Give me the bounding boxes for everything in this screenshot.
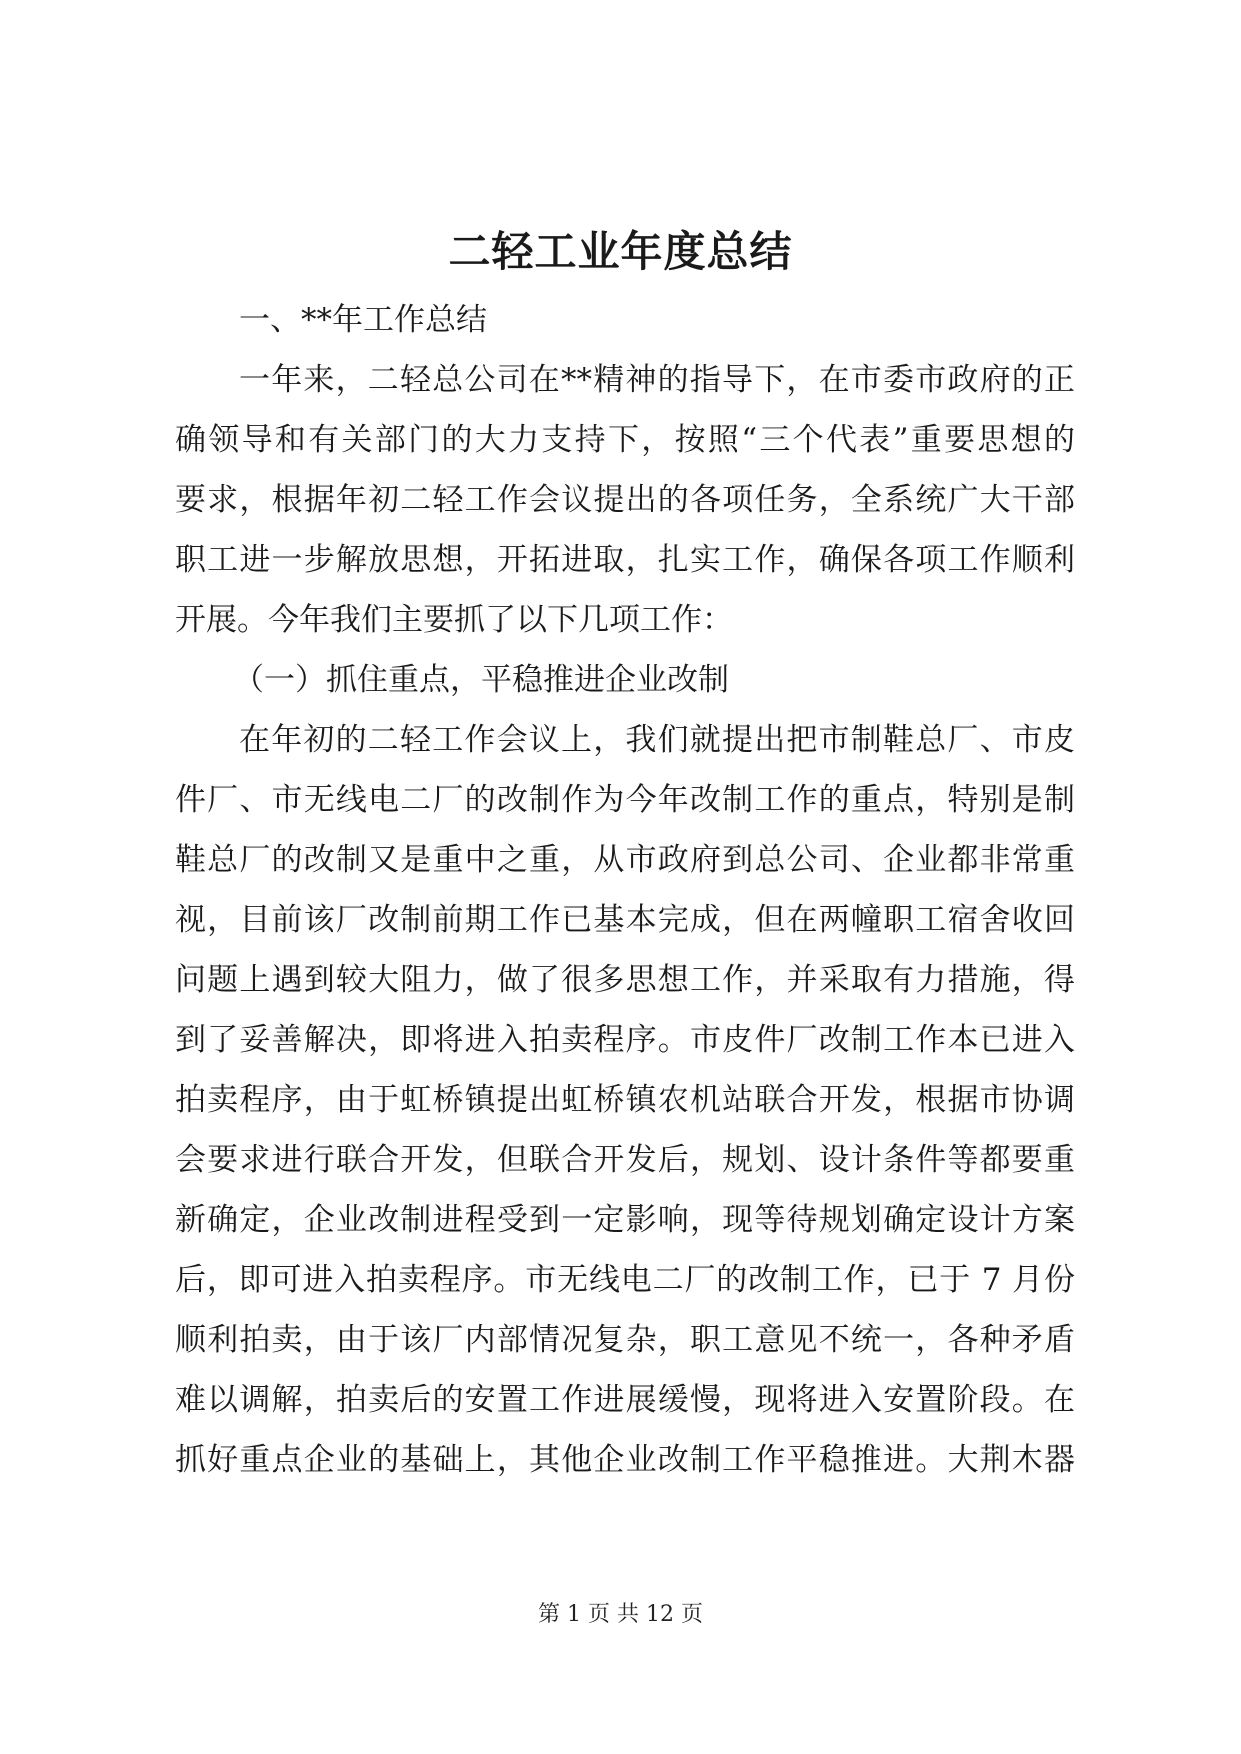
- paragraph-line: 要求，根据年初二轻工作会议提出的各项任务，全系统广大干部: [175, 482, 1075, 518]
- paragraph-line: 顺利拍卖，由于该厂内部情况复杂，职工意见不统一，各种矛盾: [175, 1322, 1075, 1358]
- paragraph-line: 会要求进行联合开发，但联合开发后，规划、设计条件等都要重: [175, 1142, 1075, 1178]
- paragraph-line: 一年来，二轻总公司在**精神的指导下，在市委市政府的正: [239, 362, 1075, 398]
- paragraph-line: 抓好重点企业的基础上，其他企业改制工作平稳推进。大荆木器: [175, 1442, 1075, 1478]
- paragraph-line: 职工进一步解放思想，开拓进取，扎实工作，确保各项工作顺利: [175, 542, 1075, 578]
- document-body: [175, 290, 1075, 1490]
- subsection-heading: （一）抓住重点，平稳推进企业改制: [233, 662, 729, 698]
- paragraph-line: 鞋总厂的改制又是重中之重，从市政府到总公司、企业都非常重: [175, 842, 1075, 878]
- paragraph-line: 问题上遇到较大阻力，做了很多思想工作，并采取有力措施，得: [175, 962, 1075, 998]
- paragraph-line: 到了妥善解决，即将进入拍卖程序。市皮件厂改制工作本已进入: [175, 1022, 1075, 1058]
- paragraph-line: 后，即可进入拍卖程序。市无线电二厂的改制工作，已于 7 月份: [175, 1262, 1075, 1298]
- paragraph-line: 难以调解，拍卖后的安置工作进展缓慢，现将进入安置阶段。在: [175, 1382, 1075, 1418]
- page-number-footer: 第 1 页 共 12 页: [538, 1602, 703, 1627]
- paragraph-line: 拍卖程序，由于虹桥镇提出虹桥镇农机站联合开发，根据市协调: [175, 1082, 1075, 1118]
- paragraph-line: 确领导和有关部门的大力支持下，按照“三个代表”重要思想的: [175, 422, 1075, 458]
- paragraph-line: 件厂、市无线电二厂的改制作为今年改制工作的重点，特别是制: [175, 782, 1075, 818]
- paragraph-line: 开展。今年我们主要抓了以下几项工作：: [175, 602, 733, 638]
- paragraph-line: 新确定，企业改制进程受到一定影响，现等待规划确定设计方案: [175, 1202, 1075, 1238]
- paragraph-line: 视，目前该厂改制前期工作已基本完成，但在两幢职工宿舍收回: [175, 902, 1075, 938]
- document-title: 二轻工业年度总结: [448, 227, 793, 276]
- section-heading: 一、**年工作总结: [239, 302, 487, 338]
- paragraph-line: 在年初的二轻工作会议上，我们就提出把市制鞋总厂、市皮: [239, 722, 1075, 758]
